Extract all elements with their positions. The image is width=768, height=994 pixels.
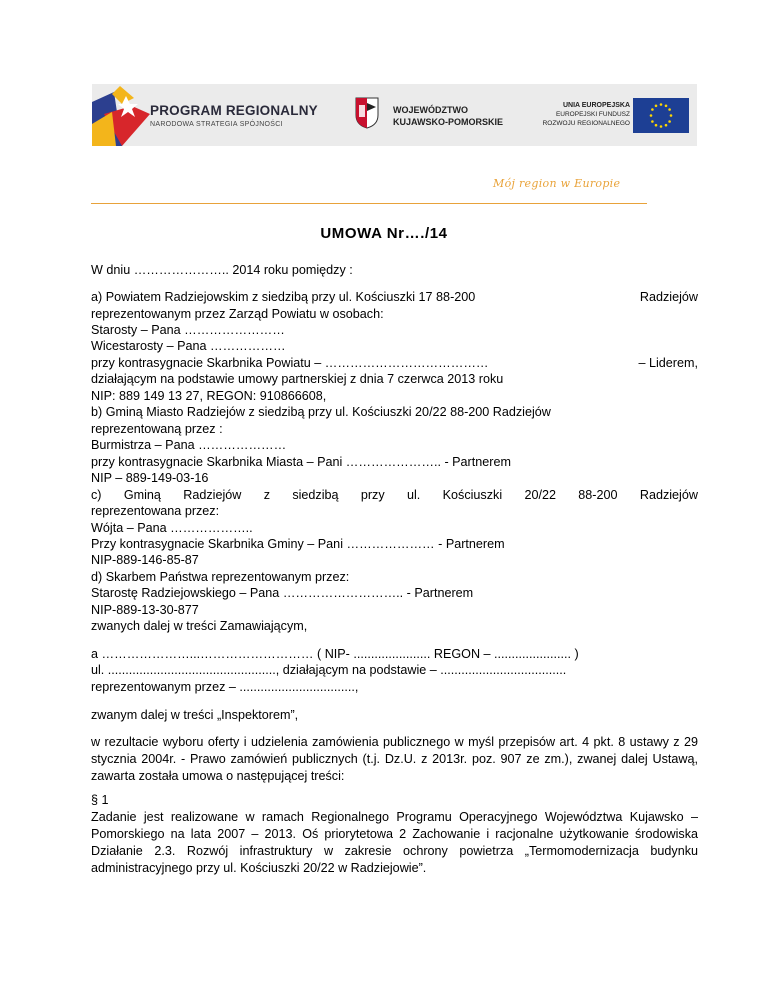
program-subtitle: NARODOWA STRATEGIA SPÓJNOŚCI — [150, 121, 283, 128]
header-divider — [91, 203, 647, 204]
party-c-word: ul. — [406, 488, 421, 502]
program-title: PROGRAM REGIONALNY — [150, 103, 318, 118]
party-a-line6: działającym na podstawie umowy partnerskiej z dnia 7 czerwca 2013 roku — [91, 372, 504, 386]
party-d-line3: NIP-889-13-30-877 — [91, 603, 199, 617]
party-b-line1: b) Gminą Miasto Radziejów z siedzibą przy ul. Kościuszki 20/22 88-200 Radziejów — [91, 405, 551, 419]
party-c-word: 20/22 — [524, 488, 556, 502]
party-d-line2: Starostę Radziejowskiego – Pana ……………………….. - Partnerem — [91, 586, 474, 600]
party-c-word: Kościuszki — [442, 488, 503, 502]
party-c-line1 — [91, 488, 698, 503]
party-a-line3: Starosty – Pana …………………… — [91, 323, 285, 337]
party-c-word: z — [263, 488, 270, 502]
program-regionalny-logo-icon — [92, 84, 152, 146]
program-regionalny-text — [150, 103, 318, 128]
eu-line2: EUROPEJSKI FUNDUSZ — [555, 111, 630, 118]
party-c-word: Gminą — [123, 488, 161, 502]
intro-line: W dniu ………………….. 2014 roku pomiędzy : — [91, 263, 353, 277]
party-a-line4: Wicestarosty – Pana ……………… — [91, 339, 286, 353]
party-d-line4: zwanych dalej w treści Zamawiającym, — [91, 619, 308, 633]
party-a-line7: NIP: 889 149 13 27, REGON: 910866608, — [91, 389, 327, 403]
document-title: UMOWA Nr…./14 — [320, 225, 448, 242]
party-c-word: c) — [91, 488, 102, 502]
contractor-line1: a …………………...……………………… ( NIP- ...................... REGON – ...................... ) — [91, 647, 579, 661]
party-d-line1: d) Skarbem Państwa reprezentowanym przez: — [91, 570, 350, 584]
result-paragraph: w rezultacie wyboru oferty i udzielenia zamówienia publicznego w myśl przepisów art. 4 pkt. 8 ustawy z 29 stycznia 2004r. - Prawo zamówień publicznych (t.j. Dz.U. z 2013r. poz. 907 ze zm.), zwanej dalej Ustawą, zawarta została umowa o następującej treści: — [91, 735, 698, 783]
voivodeship-crest-icon — [355, 97, 379, 129]
contractor-named: zwanym dalej w treści „Inspektorem”, — [91, 708, 299, 722]
party-c-line3: Wójta – Pana ……………….. — [91, 521, 253, 535]
party-a-line5-right: – Liderem, — [638, 356, 698, 370]
party-a-line5 — [91, 356, 698, 371]
party-a-line5-left: przy kontrasygnacie Skarbnika Powiatu – ………………………………… — [91, 356, 489, 370]
party-c-line2: reprezentowana przez: — [91, 504, 220, 518]
eu-line3: ROZWOJU REGIONALNEGO — [542, 120, 630, 127]
party-b-line4: przy kontrasygnacie Skarbnika Miasta – Pani ………………….. - Partnerem — [91, 455, 511, 469]
eu-fund-text — [538, 101, 630, 128]
party-c-line5: NIP-889-146-85-87 — [91, 553, 199, 567]
party-c-word: Radziejów — [639, 488, 698, 502]
party-b-line2: reprezentowaną przez : — [91, 422, 223, 436]
party-b-line3: Burmistrza – Pana ………………… — [91, 438, 287, 452]
region-name — [393, 104, 503, 128]
party-a-line1-left: a) Powiatem Radziejowskim z siedzibą przy ul. Kościuszki 17 88-200 — [91, 290, 476, 304]
party-a-line1-right: Radziejów — [639, 290, 698, 304]
party-c-word: Radziejów — [183, 488, 242, 502]
region-line2: KUJAWSKO-POMORSKIE — [393, 117, 504, 127]
party-b-line5: NIP – 889-149-03-16 — [91, 471, 209, 485]
party-a-line2: reprezentowanym przez Zarząd Powiatu w osobach: — [91, 307, 384, 321]
contractor-line2: ul. ................................................, działającym na podstawie – .................................... — [91, 663, 567, 677]
eu-line1: UNIA EUROPEJSKA — [562, 102, 630, 109]
section1-text: Zadanie jest realizowane w ramach Regionalnego Programu Operacyjnego Województwa Kujawsko – Pomorskiego na lata 2007 – 2013. Oś priorytetowa 2 Zachowanie i racjonalne użytkowanie środowiska Działanie 2.3. Rozwój infrastruktury w zakresie ochrony powietrza „Termomodernizacja budynku administracyjnego przy ul. Kościuszki 20/22 w Radziejowie”. — [91, 810, 698, 875]
party-c-word: siedzibą — [292, 488, 339, 502]
region-line1: WOJEWÓDZTWO — [393, 105, 468, 115]
motto: Mój region w Europie — [493, 177, 621, 190]
party-c-word: przy — [360, 488, 385, 502]
eu-flag-icon — [633, 98, 689, 133]
contractor-line3: reprezentowanym przez – ................................., — [91, 680, 359, 694]
party-c-word: 88-200 — [578, 488, 618, 502]
section1-heading: § 1 — [91, 793, 109, 807]
party-c-line4: Przy kontrasygnacie Skarbnika Gminy – Pani ………………… - Partnerem — [91, 537, 505, 551]
party-a-line1 — [91, 290, 698, 305]
